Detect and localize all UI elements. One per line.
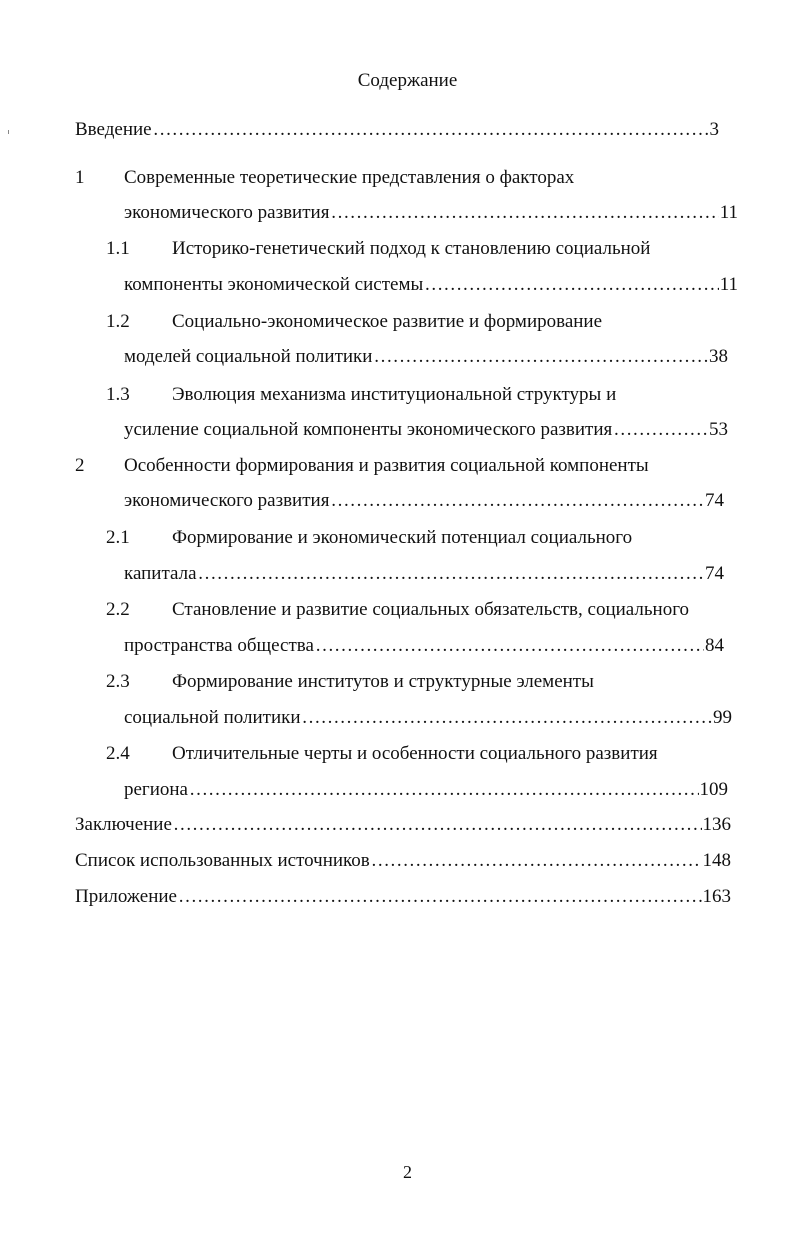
dot-leader <box>315 634 704 658</box>
dot-leader <box>330 489 704 513</box>
dot-leader <box>198 562 704 586</box>
dot-leader <box>178 885 702 909</box>
toc-entry-text: компоненты экономической системы <box>124 274 424 295</box>
toc-section-title: Формирование институтов и структурные элементы <box>172 671 594 692</box>
dot-leader <box>373 345 708 369</box>
toc-section-title: Эволюция механизма институциональной структуры и <box>172 384 617 405</box>
toc-entry-s13 <box>124 418 728 442</box>
toc-section-title: Историко-генетический подход к становлению социальной <box>172 238 651 259</box>
toc-entry-text: социальной политики <box>124 707 301 728</box>
toc-entry-s22 <box>124 634 724 658</box>
dot-leader <box>613 418 708 442</box>
toc-page-number: 109 <box>699 779 728 800</box>
toc-chapter-number: 2 <box>75 455 85 476</box>
toc-page-number: 53 <box>709 419 728 440</box>
dot-leader <box>153 118 709 142</box>
toc-entry-conclusion <box>75 813 731 837</box>
toc-section-title: Отличительные черты и особенности социального развития <box>172 743 658 764</box>
toc-entry-text: экономического развития <box>124 490 330 511</box>
toc-section-number: 1.2 <box>106 311 130 332</box>
toc-entry-s11 <box>124 273 738 297</box>
toc-chapter-title: Современные теоретические представления о факторах <box>124 167 575 188</box>
toc-entry-text: Приложение <box>75 886 177 907</box>
toc-entry-text: Введение <box>75 119 152 140</box>
toc-entry-s23 <box>124 706 732 730</box>
toc-page-number: 148 <box>702 850 731 871</box>
toc-page-number: 99 <box>713 707 732 728</box>
dot-leader <box>371 849 702 873</box>
toc-entry-text: Заключение <box>75 814 172 835</box>
page-title: Содержание <box>357 70 458 91</box>
toc-entry-text: пространства общества <box>124 635 314 656</box>
dot-leader <box>189 778 699 802</box>
page-number: 2 <box>403 1162 412 1182</box>
toc-section-number: 1.3 <box>106 384 130 405</box>
toc-page-number: 3 <box>709 119 719 140</box>
dot-leader <box>173 813 702 837</box>
toc-entry-s24 <box>124 778 728 802</box>
toc-entry-text: экономического развития <box>124 202 330 223</box>
toc-entry-sources <box>75 849 731 873</box>
toc-entry-intro <box>75 118 719 142</box>
toc-section-number: 2.1 <box>106 527 130 548</box>
toc-page-number: 136 <box>702 814 731 835</box>
toc-chapter-title: Особенности формирования и развития социальной компоненты <box>124 455 649 476</box>
toc-entry-appendix <box>75 885 731 909</box>
toc-entry-text: усиление социальной компоненты экономического развития <box>124 419 613 440</box>
dot-leader <box>302 706 712 730</box>
toc-section-number: 2.4 <box>106 743 130 764</box>
scan-mark <box>8 130 9 134</box>
toc-section-title: Формирование и экономический потенциал социального <box>172 527 633 548</box>
toc-page-number: 11 <box>719 202 738 223</box>
toc-section-number: 2.2 <box>106 599 130 620</box>
toc-entry-ch2 <box>124 489 724 513</box>
toc-entry-s21 <box>124 562 724 586</box>
toc-entry-s12 <box>124 345 728 369</box>
toc-page-number: 11 <box>719 274 738 295</box>
toc-entry-text: моделей социальной политики <box>124 346 373 367</box>
toc-page-number: 163 <box>702 886 731 907</box>
toc-page-number: 38 <box>709 346 728 367</box>
toc-page-number: 84 <box>705 635 724 656</box>
toc-section-number: 2.3 <box>106 671 130 692</box>
toc-section-title: Социально-экономическое развитие и формирование <box>172 311 603 332</box>
toc-page-number: 74 <box>705 563 724 584</box>
toc-section-title: Становление и развитие социальных обязательств, социального <box>172 599 690 620</box>
toc-chapter-number: 1 <box>75 167 85 188</box>
dot-leader <box>424 273 718 297</box>
toc-entry-ch1 <box>124 201 738 225</box>
toc-page-number: 74 <box>705 490 724 511</box>
toc-entry-text: региона <box>124 779 188 800</box>
dot-leader <box>330 201 718 225</box>
toc-entry-text: Список использованных источников <box>75 850 370 871</box>
toc-entry-text: капитала <box>124 563 197 584</box>
toc-section-number: 1.1 <box>106 238 130 259</box>
